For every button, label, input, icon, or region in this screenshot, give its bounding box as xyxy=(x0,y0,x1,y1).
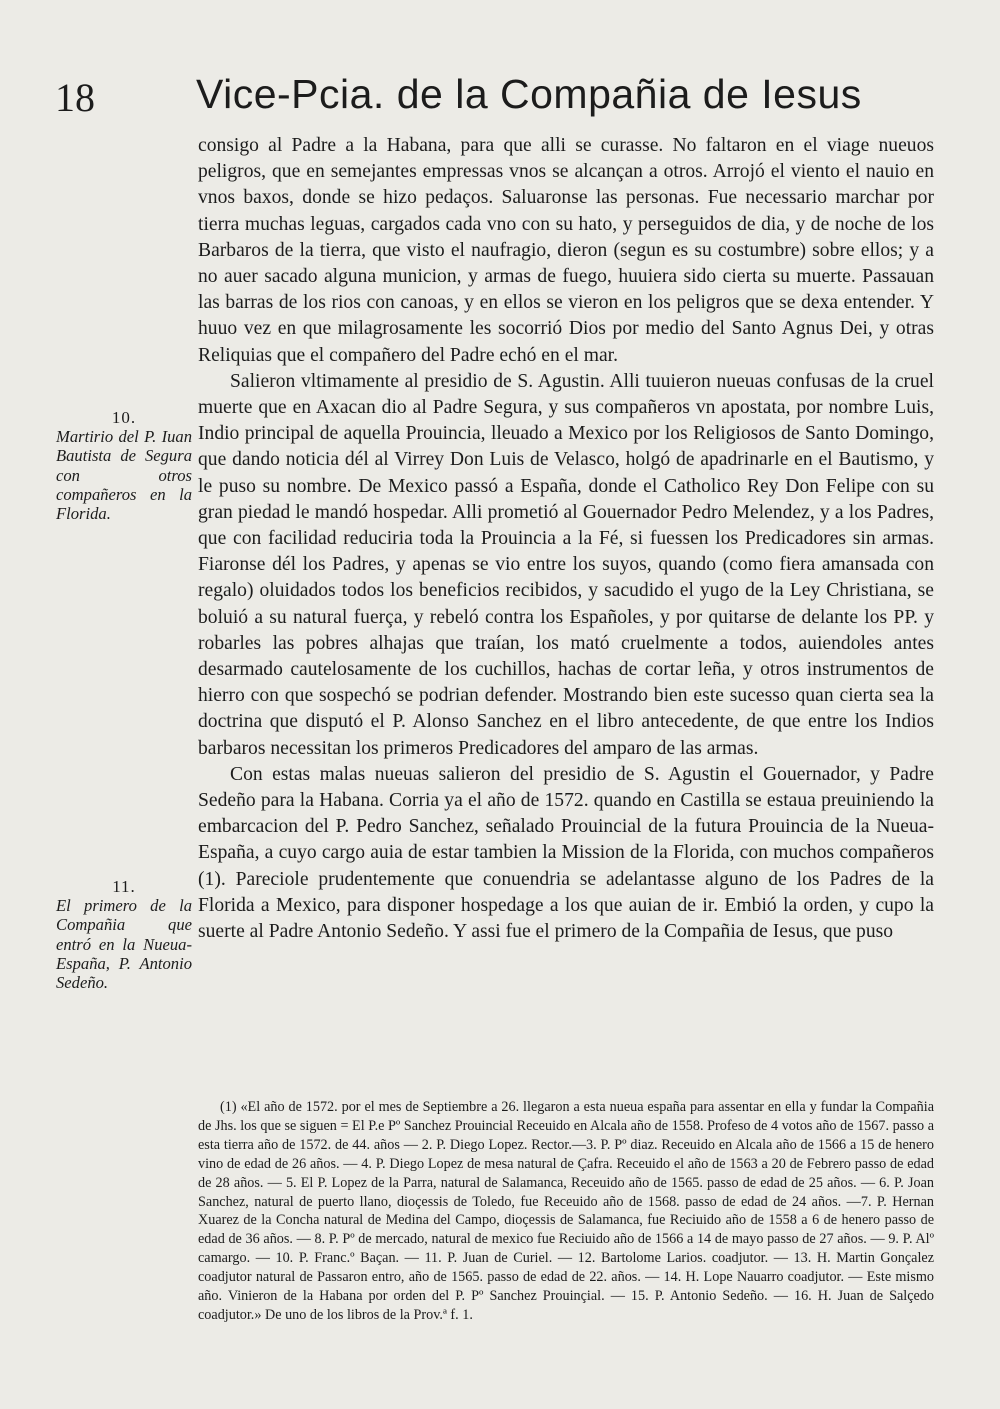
footnote xyxy=(198,1098,934,1325)
page-number: 18 xyxy=(55,75,95,120)
marginal-note-number: 11. xyxy=(112,877,136,896)
paragraph-1: consigo al Padre a la Habana, para que alli se curasse. No faltaron en el viage nueuos peligros, que en semejantes empressas vnos se alcançan a otros. Arrojó el viento el nauio en vnos baxos, donde se hizo pedaços. Saluaronse las personas. Fue necessario marchar por tierra muchas leguas, cargados cada vno con su hato, y perseguidos de dia, y de noche de los Barbaros de la tierra, que visto el naufragio, dieron (segun es su costumbre) sobre ellos; y a no auer sacado alguna municion, y armas de fuego, huuiera sido cierta su muerte. Passauan las barras de los rios con canoas, y en ellos se vieron en los peligros que se dexa entender. Y huuo vez en que milagrosamente les socorrió Dios por medio del Santo Agnus Dei, y otras Reliquias que el compañero del Padre echó en el mar. xyxy=(198,135,934,366)
running-title: Vice-Pcia. de la Compañia de Iesus xyxy=(196,71,862,117)
main-text xyxy=(198,133,934,945)
footnote-text: (1) «El año de 1572. por el mes de Septiembre a 26. llegaron a esta nueua españa para assentar en ella y fundar la Compañia de Jhs. los que se siguen = El P.e Pº Sanchez Prouincial Receuido en Alcala año de 1558. Profeso de 4 votos año de 1567. passo a esta tierra año de 1572. de 44. años — 2. P. Diego Lopez. Rector.—3. P. Pº diaz. Receuido en Alcala año de 1566 a 15 de henero vino de edad de 26 años. — 4. P. Diego Lopez de mesa natural de Çafra. Receuido el año de 1563 a 20 de Febrero passo de edad de 28 años. — 5. El P. Lopez de la Parra, natural de Salamanca, Receuido año de 1565. passo de edad de 25 años. — 6. P. Joan Sanchez, natural de puerto llano, dioçessis de Toledo, fue Receuido año de 1568. passo de edad de 24 años. —7. P. Hernan Xuarez de la Concha natural de Medina del Campo, dioçessis de Salamanca, fue Reciuido año de 1558 a 6 de henero passo de edad de 36 años. — 8. P. Pº de mercado, natural de mexico fue Reciuido año de 1566 a 14 de mayo passo de 27 años. — 9. P. Alº camargo. — 10. P. Franc.º Baçan. — 11. P. Juan de Curiel. — 12. Bartolome Larios. coadjutor. — 13. H. Martin Gonçalez coadjutor natural de Passaron entro, año de 1565. passo de edad de 22. años. — 14. H. Lope Nauarro coadjutor. — Este mismo año. Vinieron de la Habana por orden del P. Pº Sanchez Prouinçial. — 15. P. Antonio Sedeño. — 16. H. Juan de Salçedo coadjutor.» De uno de los libros de la Prov.ª f. 1. xyxy=(198,1099,934,1323)
marginal-note-10 xyxy=(56,408,192,523)
marginal-note-text: Martirio del P. Iuan Bautista de Segura con otros compañeros en la Florida. xyxy=(56,427,192,524)
paragraph-3: Con estas malas nueuas salieron del presidio de S. Agustin el Gouernador, y Padre Sedeño para la Habana. Corria ya el año de 1572. quando en Castilla se estaua preuiniendo la embarcacion del P. Pedro Sanchez, señalado Prouincial de la futura Prouincia de la Nueua-España, a cuyo cargo auia de estar tambien la Mission de la Florida, con muchos compañeros (1). Pareciole prudentemente que conuendria se adelantasse alguno de los Padres de la Florida a Mexico, para disponer hospedage a los que auian de ir. Embió la orden, y cupo la suerte al Padre Antonio Sedeño. Y assi fue el primero de la Compañia de Iesus, que puso xyxy=(198,763,934,943)
marginal-note-11 xyxy=(56,877,192,992)
marginal-note-number: 10. xyxy=(111,408,137,427)
marginal-note-text: El primero de la Compañia que entró en la Nueua-España, P. Antonio Sedeño. xyxy=(56,896,192,993)
paragraph-2: Salieron vltimamente al presidio de S. Agustin. Alli tuuieron nueuas confusas de la cruel muerte que en Axacan dio al Padre Segura, y sus compañeros vn apostata, por nombre Luis, Indio principal de aquella Prouincia, lleuado a Mexico por los Religiosos de Santo Domingo, que dando noticia dél al Virrey Don Luis de Velasco, holgó de apadrinarle en el Bautismo, y le puso su nombre. De Mexico passó a España, donde el Catholico Rey Don Felipe con su gran piedad le mandó hospedar. Alli prometió al Gouernador Pedro Melendez, y a los Padres, que con facilidad reduciria toda la Prouincia a la Fé, si fuessen los Predicadores sin armas. Fiaronse dél los Padres, y apenas se vio entre los suyos, quando (como fiera amansada con regalo) oluidados todos los beneficios recibidos, y sacudido el yugo de la Ley Christiana, se boluió a su natural fuerça, y rebeló contra los Españoles, y por quitarse de delante los PP. y robarles las pobres alhajas que traían, los mató cruelmente a todos, auiendoles antes desarmado cautelosamente de los cuchillos, hachas de cortar leña, y otros instrumentos de hierro con que sospechó se podrian defender. Mostrando bien este sucesso quan cierta sea la doctrina que disputó el P. Alonso Sanchez en el libro antecedente, de que entre los Indios barbaros necessitan los primeros Predicadores del amparo de las armas. xyxy=(198,370,934,759)
